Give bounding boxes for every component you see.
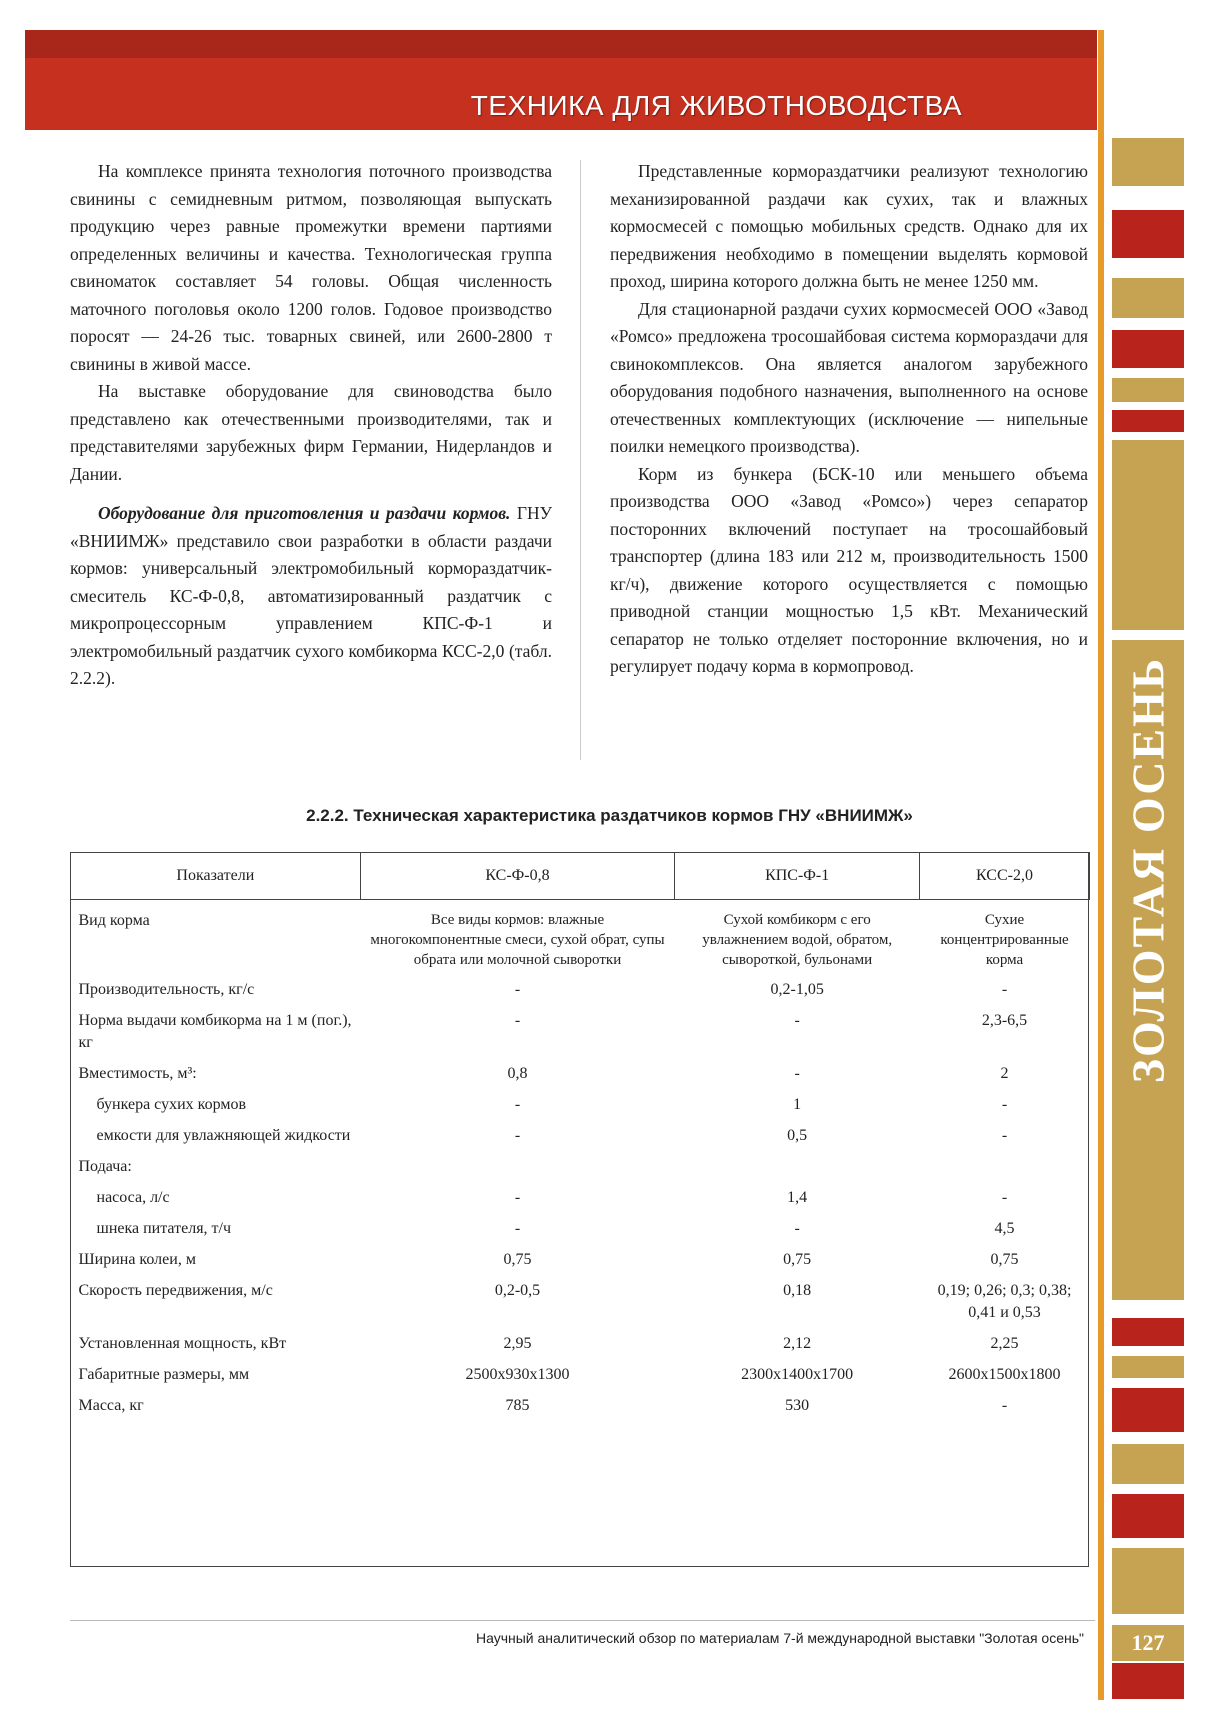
- row-label: Установленная мощность, кВт: [78, 1335, 287, 1352]
- table-row: [71, 1060, 1090, 1091]
- cell: 4,5: [994, 1220, 1015, 1237]
- side-stripe: [1112, 278, 1184, 318]
- table-header-row: [71, 853, 1090, 900]
- cell: -: [1001, 1189, 1008, 1206]
- cell: 2300x1400x1700: [741, 1366, 854, 1383]
- cell: 0,18: [783, 1282, 812, 1299]
- cell: -: [514, 981, 521, 998]
- row-label: насоса, л/с: [96, 1189, 170, 1206]
- row-label: Производительность, кг/с: [78, 981, 255, 998]
- cell: [675, 1153, 920, 1184]
- cell: -: [1001, 1127, 1008, 1144]
- cell: Сухие концентрированные корма: [940, 912, 1069, 968]
- cell: -: [1001, 1397, 1008, 1414]
- table-caption: 2.2.2. Техническая характеристика раздатчиков кормов ГНУ «ВНИИМЖ»: [306, 806, 913, 825]
- table-row: [71, 1215, 1090, 1246]
- cell: 0,75: [783, 1251, 812, 1268]
- header-banner: [25, 30, 1097, 130]
- vertical-accent-line: [1098, 30, 1104, 1700]
- row-label: бункера сухих кормов: [96, 1096, 247, 1113]
- row-label: Габаритные размеры, мм: [78, 1366, 250, 1383]
- table-row: [71, 1153, 1090, 1184]
- cell: 0,2-1,05: [770, 981, 824, 998]
- table-row: [71, 1091, 1090, 1122]
- cell: 2,25: [990, 1335, 1019, 1352]
- column-header: Показатели: [71, 853, 361, 900]
- side-stripe: [1112, 378, 1184, 402]
- paragraph: [70, 500, 552, 693]
- side-stripe: [1112, 1388, 1184, 1432]
- table-row: [71, 1361, 1090, 1392]
- cell: 2: [1000, 1065, 1009, 1082]
- row-label: Вид корма: [78, 912, 150, 929]
- row-label: Подача:: [78, 1158, 132, 1175]
- cell: 0,2-0,5: [494, 1282, 541, 1299]
- row-label: Норма выдачи комбикорма на 1 м (пог.), кг: [78, 1012, 352, 1051]
- footer-rule: [70, 1620, 1095, 1621]
- paragraph: На выставке оборудование для свиноводства было представлено как отечественными производителями, так и представителями зарубежных фирм Германии, Нидерландов и Дании.: [70, 381, 552, 484]
- side-stripe: [1112, 1100, 1184, 1300]
- row-label: емкости для увлажняющей жидкости: [96, 1127, 351, 1144]
- cell: 0,8: [507, 1065, 528, 1082]
- paragraph: Корм из бункера (БСК-10 или меньшего объема производства ООО «Завод «Ромсо») через сепаратор посторонних включений поступает на тросошайбовый транспортер (длина 183 или 212 м, производительность 1500 кг/ч), движение которого осуществляется с помощью приводной станции мощностью 1,5 кВт. Механический сепаратор не только отделяет посторонние включения, но и регулирует подачу корма в кормопровод.: [610, 463, 1088, 676]
- paragraph-emphasis: Оборудование для приготовления и раздачи кормов.: [98, 503, 511, 523]
- cell: -: [794, 1012, 800, 1029]
- table-row: [71, 1007, 1090, 1060]
- table-row: [71, 1122, 1090, 1153]
- cell: 2,95: [503, 1335, 532, 1352]
- right-column: [610, 158, 1088, 681]
- side-stripe: [1112, 138, 1184, 186]
- row-label: Скорость передвижения, м/с: [78, 1282, 273, 1299]
- column-divider: [580, 160, 581, 760]
- cell: -: [514, 1096, 521, 1113]
- table-row: [71, 1392, 1090, 1423]
- cell: Сухой комбикорм с его увлажнением водой, обратом, сывороткой, бульонами: [702, 912, 893, 968]
- side-stripe: [1112, 210, 1184, 258]
- vertical-title: ЗОЛОТАЯ ОСЕНЬ: [1122, 656, 1174, 1084]
- row-label: Вместимость, м³:: [78, 1065, 197, 1082]
- cell: 2600x1500x1800: [948, 1366, 1061, 1383]
- left-column: [70, 158, 552, 693]
- paragraph-text: ГНУ «ВНИИМЖ» представило свои разработки в области раздачи кормов: универсальный электромобильный кормораздатчик-смеситель КС-Ф-0,8, автоматизированный раздатчик с микропроцессорным управлением КПС-Ф-1 и электромобильный раздатчик сухого комбикорма КСС-2,0 (табл. 2.2.2).: [70, 503, 552, 688]
- cell: -: [514, 1012, 521, 1029]
- section-title: ТЕХНИКА ДЛЯ ЖИВОТНОВОДСТВА: [470, 90, 962, 121]
- cell: -: [514, 1127, 521, 1144]
- vertical-section-label: [1112, 640, 1184, 1100]
- cell: -: [794, 1220, 800, 1237]
- cell: 2,3-6,5: [981, 1012, 1028, 1029]
- cell: -: [514, 1220, 521, 1237]
- table-row: [71, 1184, 1090, 1215]
- cell: 0,75: [990, 1251, 1019, 1268]
- paragraph: На комплексе принята технология поточного производства свинины с семидневным ритмом, позволяющая выпускать продукцию через равные промежутки времени партиями определенных величины и качества. Технологическая группа свиноматок составляет 54 головы. Общая численность маточного поголовья около 1200 голов. Годовое производство поросят — 24-26 тыс. товарных свиней, или 2600-2800 т свинины в живой массе.: [70, 161, 552, 374]
- side-stripe: [1112, 410, 1184, 432]
- cell: -: [794, 1065, 800, 1082]
- cell: 2500x930x1300: [465, 1366, 570, 1383]
- table-row: [71, 1277, 1090, 1330]
- side-stripe: [1112, 1494, 1184, 1538]
- cell: -: [514, 1189, 521, 1206]
- row-label: шнека питателя, т/ч: [96, 1220, 232, 1237]
- page-number: 127: [1112, 1625, 1184, 1661]
- side-stripe: [1112, 440, 1184, 630]
- cell: 785: [505, 1397, 530, 1414]
- table-row: [71, 976, 1090, 1007]
- cell: -: [1001, 981, 1008, 998]
- spec-table: [70, 852, 1090, 1423]
- cell: 0,19; 0,26; 0,3; 0,38; 0,41 и 0,53: [937, 1282, 1072, 1321]
- column-header: КС-Ф-0,8: [360, 853, 675, 900]
- cell: -: [1001, 1096, 1008, 1113]
- cell: 2,12: [783, 1335, 812, 1352]
- footer-text: Научный аналитический обзор по материалам 7-й международной выставки "Золотая осень": [475, 1630, 1084, 1646]
- cell: 1,4: [787, 1189, 808, 1206]
- side-stripe: [1112, 1548, 1184, 1614]
- cell: 0,5: [787, 1127, 808, 1144]
- side-stripe: [1112, 330, 1184, 368]
- cell: [920, 1153, 1090, 1184]
- table-row: [71, 1330, 1090, 1361]
- cell: 530: [785, 1397, 810, 1414]
- side-stripe: [1112, 1318, 1184, 1346]
- side-stripe: [1112, 1663, 1184, 1699]
- table-row: [71, 1246, 1090, 1277]
- header-shade: [25, 30, 1097, 58]
- cell: [360, 1153, 675, 1184]
- side-stripe: [1112, 1356, 1184, 1378]
- column-header: КПС-Ф-1: [675, 853, 920, 900]
- column-header: КСС-2,0: [920, 853, 1090, 900]
- row-label: Масса, кг: [78, 1397, 144, 1414]
- table-row: [71, 900, 1090, 977]
- cell: Все виды кормов: влажные многокомпонентные смеси, сухой обрат, супы обрата или молочной сыворотки: [370, 912, 665, 968]
- row-label: Ширина колеи, м: [78, 1251, 196, 1268]
- cell: 1: [793, 1096, 802, 1113]
- side-stripe: [1112, 1444, 1184, 1484]
- paragraph: Представленные кормораздатчики реализуют технологию механизированной раздачи как сухих, так и влажных кормосмесей с помощью мобильных средств. Однако для их передвижения необходимо в помещении выделять кормовой проход, ширина которого должна быть не менее 1250 мм.: [610, 161, 1088, 291]
- paragraph: Для стационарной раздачи сухих кормосмесей ООО «Завод «Ромсо» предложена тросошайбовая система кормораздачи для свинокомплексов. Она является аналогом зарубежного оборудования подобного назначения, выполненного на основе отечественных комплектующих (исключение — нипельные поилки немецкого производства).: [610, 298, 1088, 456]
- cell: 0,75: [503, 1251, 532, 1268]
